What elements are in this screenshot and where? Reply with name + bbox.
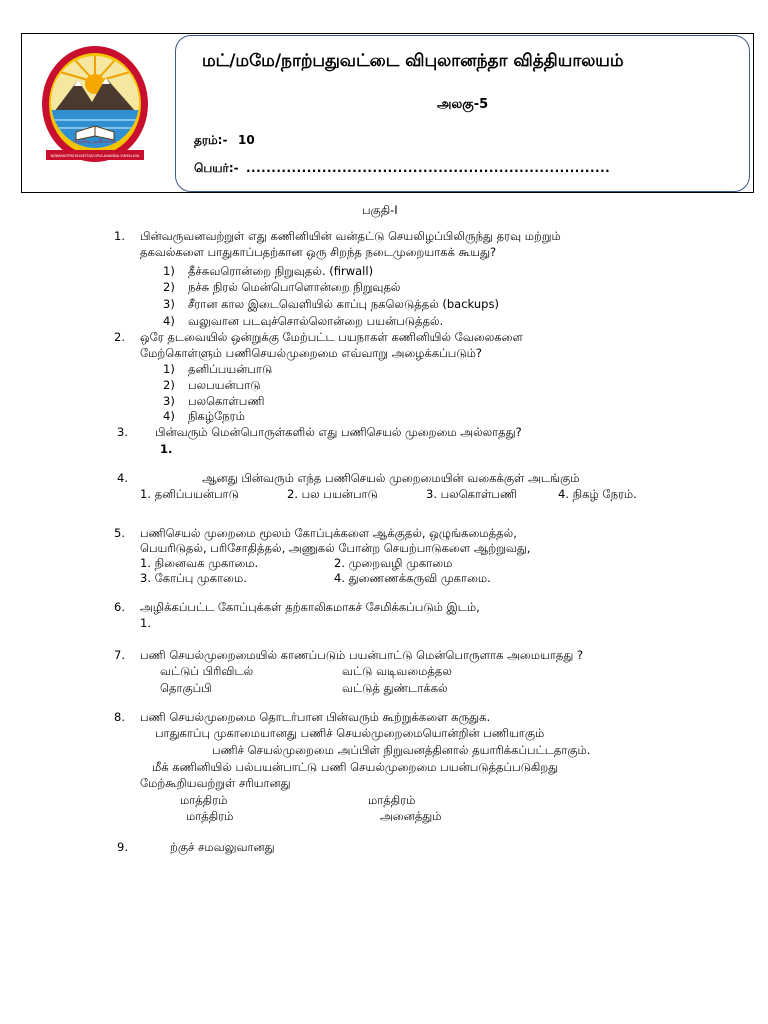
- grade-label: தரம்:-: [194, 133, 228, 147]
- option-number: 4): [163, 409, 175, 423]
- question-text: பெயரிடுதல், பரிசோதித்தல், அணுகல் போன்ற செயற்பாடுகளை ஆற்றுவது,: [140, 541, 531, 555]
- option-text: வலுவான படவுச்சொல்லொன்றை பயன்படுத்தல்.: [188, 314, 444, 328]
- option-number: 2): [163, 280, 175, 294]
- question-number: 1.: [114, 229, 125, 243]
- option-text: 1. தனிப்பயன்பாடு: [140, 487, 239, 501]
- option-text: நிகழ்நேரம்: [188, 409, 245, 423]
- question-text: பணிசெயல் முறைமை மூலம் கோப்புக்களை ஆக்குதல், ஒழுங்கமைத்தல்,: [140, 526, 517, 540]
- option-text: சீரான கால இடைவெளியில் காப்பு நகலெடுத்தல் (backups): [188, 297, 499, 311]
- option-text: 3. பலகொள்பணி: [426, 487, 518, 501]
- option-text: வட்டு வடிவமைத்தல: [342, 664, 452, 678]
- question-text: பின்வரும் மென்பொருள்களில் எது பணிசெயல் முறைமை அல்லாதது?: [155, 425, 522, 439]
- option-number: 1): [163, 264, 175, 278]
- grade-value: 10: [238, 133, 255, 147]
- statement-text: பாதுகாப்பு முகாமையானது பணிச் செயல்முறைமையொன்றின் பணியாகும்: [155, 726, 545, 740]
- option-text: 4. நிகழ் நேரம்.: [558, 487, 637, 501]
- option-text: 2. பல பயன்பாடு: [287, 487, 378, 501]
- option-number: 1.: [140, 616, 151, 630]
- name-line: ........................................................................: [246, 161, 611, 175]
- question-text: பணி செயல்முறைமை தொடர்பான பின்வரும் கூற்றுக்களை கருதுக.: [140, 710, 491, 724]
- question-number: 8.: [114, 710, 125, 724]
- question-number: 5.: [114, 526, 125, 540]
- question-number: 9.: [117, 840, 128, 854]
- question-number: 4.: [117, 471, 128, 485]
- logo-motto: தெளிவு ஒளிர்கவே: [73, 139, 117, 145]
- school-logo: [40, 42, 150, 170]
- logo-ribbon-text: B/NM/NATPATHUVATTAI/VIPULANANDA VIDYALAYA: [50, 154, 140, 158]
- option-text: நச்சு நிரல் மென்பொளொன்றை நிறுவுதல்: [188, 280, 401, 294]
- option-text: 4. துணைணக்கருவி முகாமை.: [334, 571, 491, 585]
- option-text: அனைத்தும்: [380, 809, 442, 823]
- question-number: 2.: [114, 330, 125, 344]
- option-text: மாத்திரம்: [368, 793, 416, 807]
- option-number: 1): [163, 362, 175, 376]
- option-number: 4): [163, 314, 175, 328]
- question-text: பணி செயல்முறைமையில் காணப்படும் பயன்பாட்டு மென்பொருளாக அமையாதது ?: [140, 648, 584, 662]
- question-text: ஆனது பின்வரும் எந்த பணிசெயல் முறைமையின் வகைக்குள் அடங்கும்: [202, 471, 580, 485]
- option-text: 3. கோப்பு முகாமை.: [140, 571, 247, 585]
- question-number: 7.: [114, 648, 125, 662]
- option-text: வட்டுப் பிரிவிடல்: [160, 664, 254, 678]
- question-text: அழிக்கப்பட்ட கோப்புக்கள் தற்காலிகமாகச் சேமிக்கப்படும் இடம்,: [140, 600, 480, 614]
- option-text: 1. நினைவக முகாமை.: [140, 556, 259, 570]
- part-title: பகுதி-I: [362, 203, 398, 217]
- question-text: ற்குச் சமவலுவானது: [170, 840, 275, 854]
- option-number: 2): [163, 378, 175, 392]
- option-number: 3): [163, 297, 175, 311]
- option-text: தொகுப்பி: [160, 681, 212, 695]
- option-text: 2. முறைவழி முகாமை: [334, 556, 453, 570]
- statement-text: மேற்கூறியவற்றுள் சரியானது: [140, 776, 291, 790]
- option-text: மாத்திரம்: [180, 793, 228, 807]
- statement-text: பணிச் செயல்முறைமை அப்பிள் நிறுவனத்தினால் தயாரிக்கப்பட்டதாகும்.: [212, 743, 591, 757]
- option-text: தனிப்பயன்பாடு: [188, 362, 273, 376]
- option-text: பலபயன்பாடு: [188, 378, 261, 392]
- school-name: மட்/மமே/நாற்பதுவட்டை விபுலானந்தா வித்தியாலயம்: [202, 51, 624, 71]
- option-number: 3): [163, 394, 175, 408]
- question-text: ஒரே தடவையில் ஒன்றுக்கு மேற்பட்ட பயநாகள் கணினியில் வேலைகளை: [140, 330, 523, 344]
- question-text: தகவல்களை பாதுகாப்பதற்கான ஒரு சிறந்த நடைமுறையாகக் கூயது?: [140, 245, 497, 259]
- name-label: பெயர்:-: [194, 161, 239, 175]
- option-text: தீச்சுவரொன்றை நிறுவுதல். (firwall): [188, 264, 374, 278]
- option-number: 1.: [160, 442, 173, 456]
- statement-text: மீக் கணினியில் பல்பயன்பாட்டு பணி செயல்முறைமை பயன்படுத்தப்படுகிறது: [152, 760, 559, 774]
- question-number: 6.: [114, 600, 125, 614]
- option-text: பலகொள்பணி: [188, 394, 265, 408]
- question-text: மேற்கொள்ளும் பணிசெயல்முறைமை எவ்வாறு அழைக்கப்படும்?: [140, 346, 482, 360]
- question-text: பின்வருவனவற்றுள் எது கணினியின் வன்தட்டு செயலிழப்பிலிருந்து தரவு மற்றும்: [140, 229, 561, 243]
- unit-title: அலகு-5: [437, 97, 489, 112]
- question-number: 3.: [117, 425, 128, 439]
- option-text: மாத்திரம்: [186, 809, 234, 823]
- option-text: வட்டுத் துண்டாக்கல்: [342, 681, 448, 695]
